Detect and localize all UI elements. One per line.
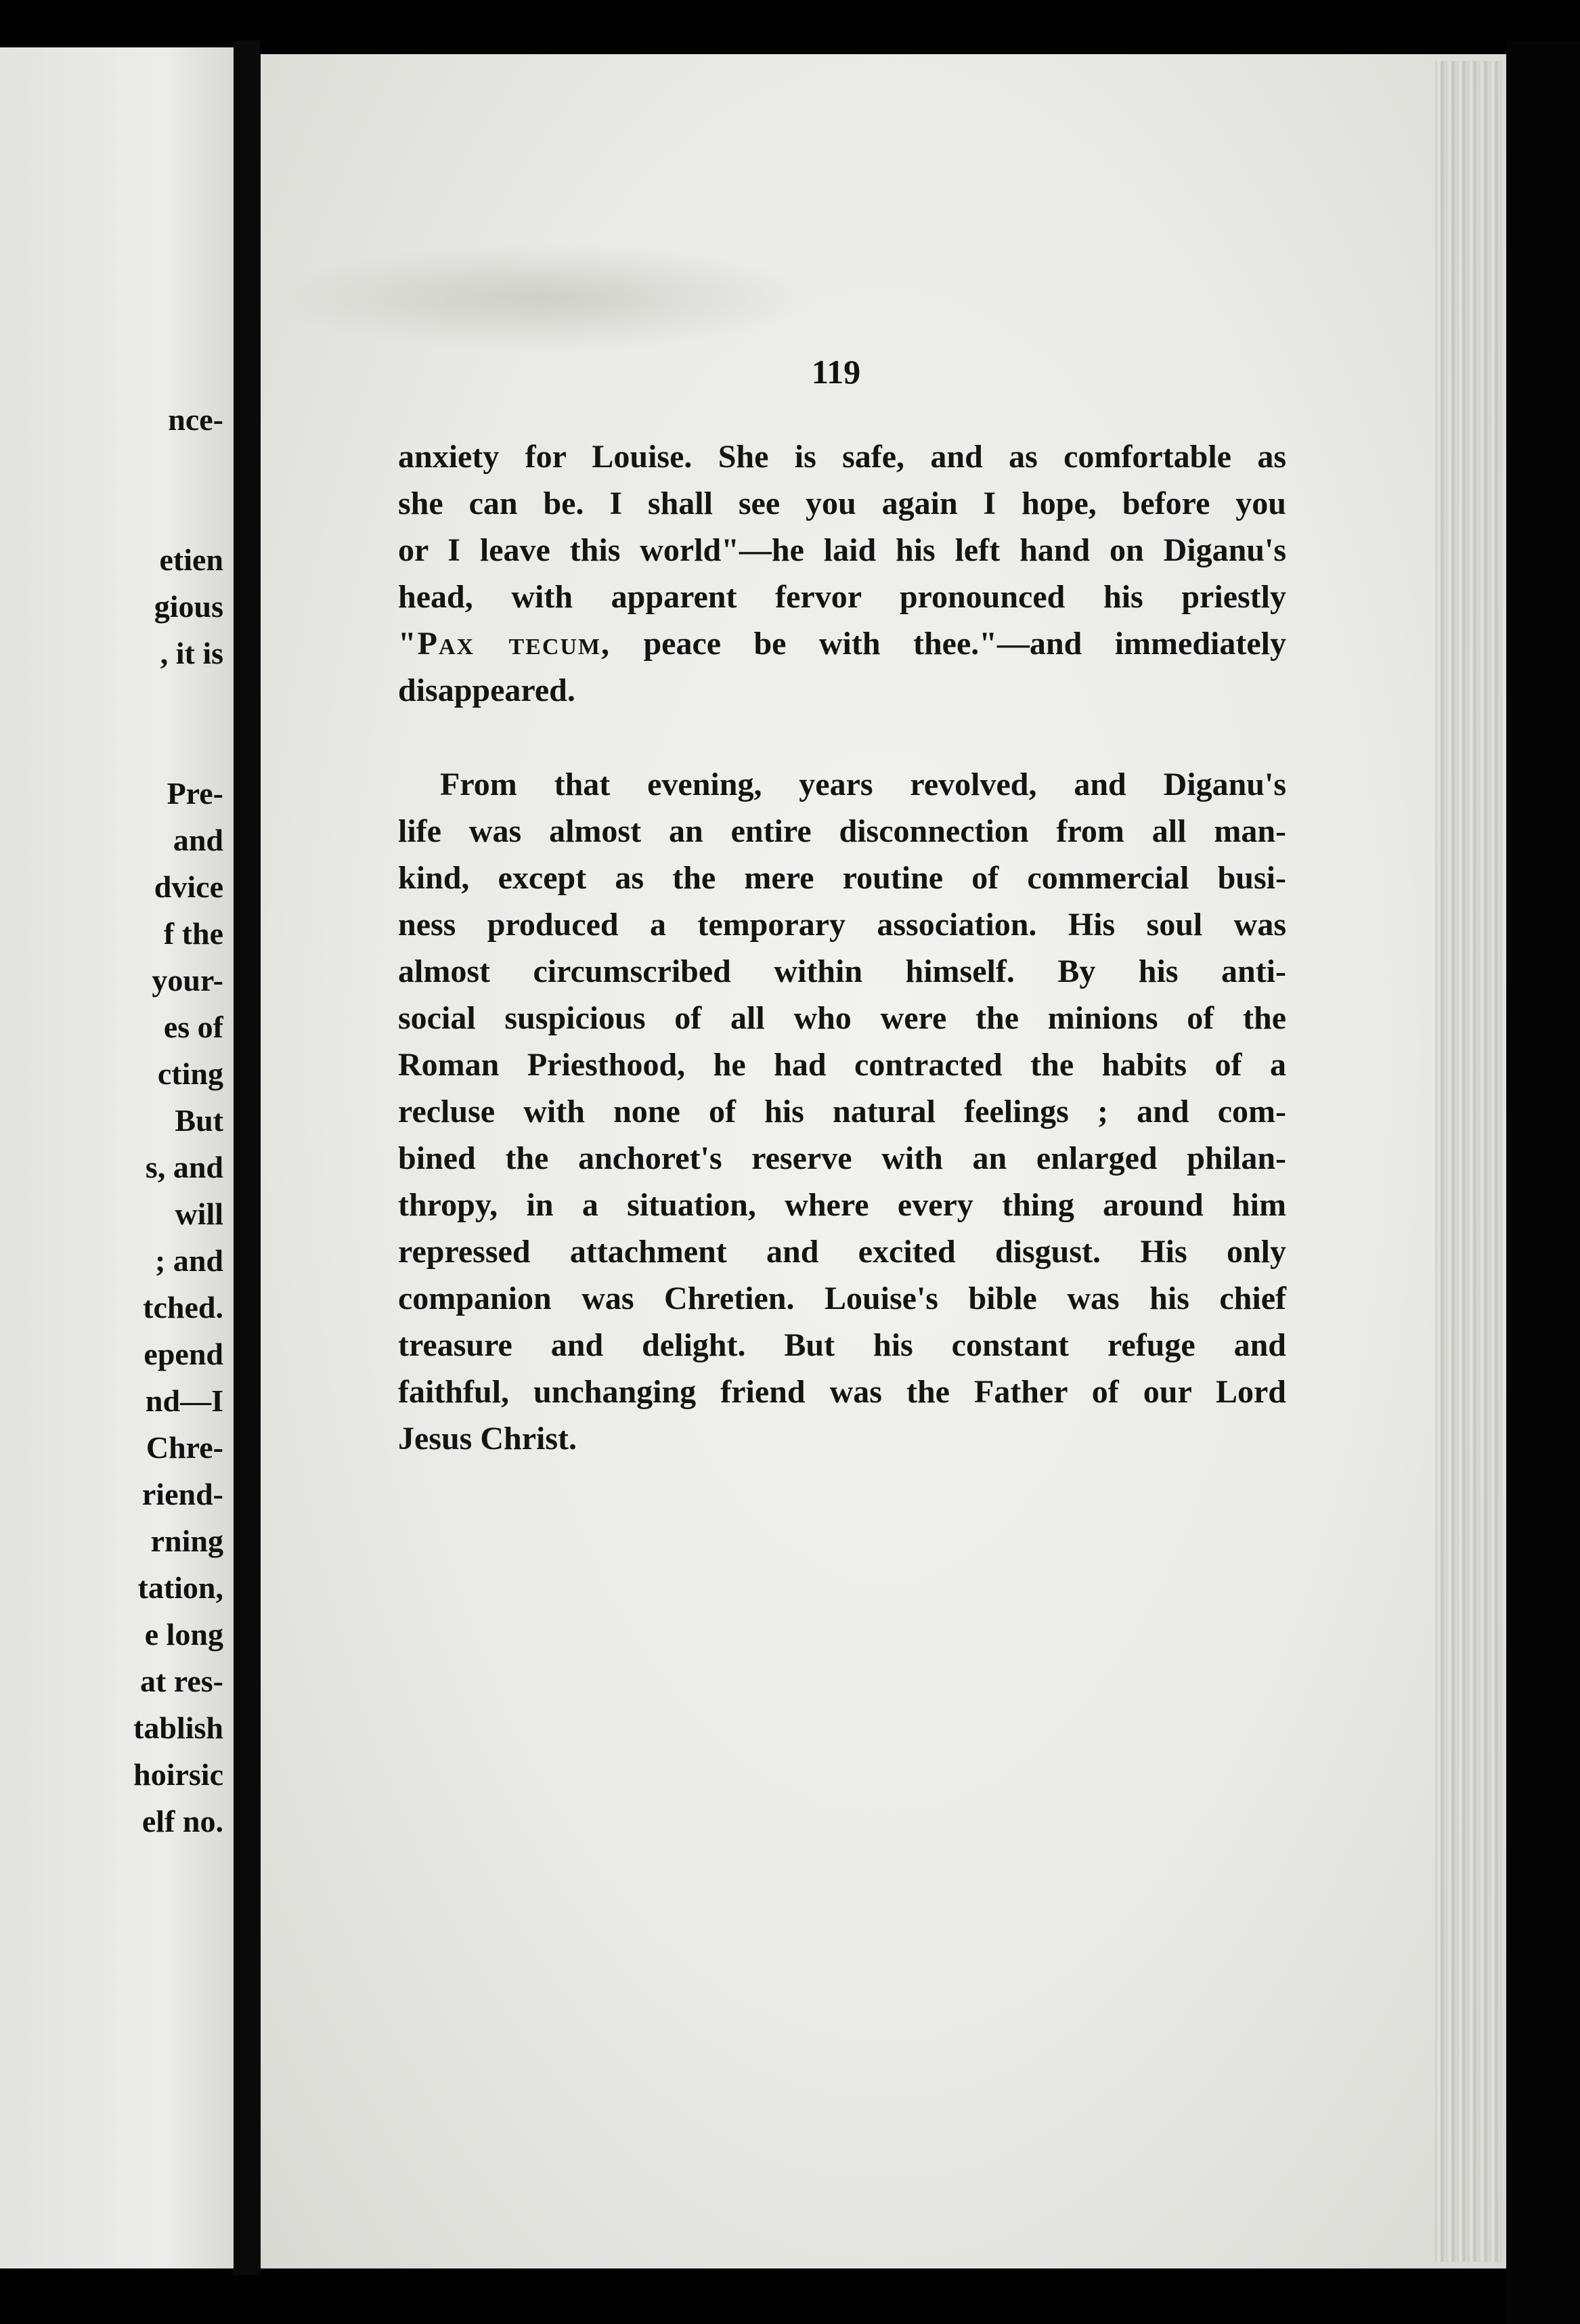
text-line: social suspicious of all who were the minions of the	[398, 1000, 1286, 1036]
text-line: disappeared.	[398, 672, 575, 708]
previous-page-line: will	[175, 1197, 223, 1231]
previous-page-line: tablish	[133, 1710, 223, 1745]
previous-page-line: tation,	[137, 1570, 223, 1605]
text-line: she can be. I shall see you again I hope, before you	[398, 486, 1286, 521]
previous-page-line: gious	[154, 589, 223, 624]
previous-page-line: at res-	[139, 1664, 223, 1698]
previous-page-line: tched.	[143, 1290, 223, 1325]
page-edges	[1435, 61, 1503, 2262]
text-line: Jesus Christ.	[398, 1421, 577, 1457]
previous-page-line: , it is	[160, 636, 223, 670]
previous-page-line: Pre-	[167, 776, 223, 811]
text-line: faithful, unchanging friend was the Father of our Lord	[398, 1374, 1286, 1410]
text-line: anxiety for Louise. She is safe, and as comfortable as	[398, 439, 1286, 475]
previous-page-line: nd—I	[145, 1383, 223, 1418]
text-line: head, with apparent fervor pronounced his priestly	[398, 579, 1286, 615]
text-line: Roman Priesthood, he had contracted the habits of a	[398, 1047, 1286, 1083]
text-line: thropy, in a situation, where every thing around him	[398, 1187, 1286, 1223]
previous-page-line	[0, 676, 223, 723]
previous-page-line: Chre-	[146, 1430, 223, 1465]
previous-page-line: hoirsic	[133, 1757, 223, 1792]
previous-page-line: But	[175, 1103, 223, 1138]
text-line: almost circumscribed within himself. By his anti-	[398, 953, 1286, 989]
text-line: life was almost an entire disconnection from all man-	[398, 813, 1286, 849]
previous-page-line	[0, 490, 223, 536]
previous-page-line: ; and	[155, 1243, 223, 1278]
previous-page-text	[0, 396, 223, 1845]
pax-tecum-phrase: "Pax tecum,	[398, 626, 611, 662]
paragraph-2	[398, 761, 1286, 1462]
previous-page-line: and	[173, 823, 223, 857]
previous-page-line: your-	[152, 963, 223, 997]
text-line: From that evening, years revolved, and Diganu's	[440, 767, 1286, 802]
previous-page-line: cting	[157, 1056, 223, 1091]
previous-page-line: dvice	[154, 869, 223, 904]
previous-page-line: s, and	[145, 1150, 223, 1184]
paragraph-1	[398, 433, 1286, 714]
text-line: treasure and delight. But his constant refuge and	[398, 1327, 1286, 1363]
book-gutter	[234, 41, 261, 2275]
text-line-rest: peace be with thee."—and immediately	[611, 626, 1286, 662]
scan-border	[1506, 41, 1580, 2324]
previous-page-line: e long	[144, 1617, 223, 1652]
paragraph-gap	[398, 714, 1286, 761]
previous-page-line: f the	[163, 916, 223, 951]
previous-page-line	[0, 443, 223, 490]
page-text	[398, 433, 1286, 1462]
text-line: kind, except as the mere routine of commercial busi-	[398, 860, 1286, 896]
page-number: 119	[811, 353, 861, 391]
text-line: or I leave this world"—he laid his left hand on Diganu's	[398, 532, 1286, 568]
previous-page-line	[0, 723, 223, 770]
previous-page-line: epend	[144, 1337, 223, 1371]
text-line: ness produced a temporary association. His soul was	[398, 907, 1286, 943]
water-stain	[271, 244, 812, 352]
previous-page-line: es of	[163, 1010, 223, 1044]
previous-page-line: etien	[159, 542, 223, 577]
text-line: companion was Chretien. Louise's bible was his chief	[398, 1281, 1286, 1316]
previous-page-line: elf no.	[141, 1804, 223, 1838]
text-line: repressed attachment and excited disgust. His only	[398, 1234, 1286, 1270]
text-line: bined the anchoret's reserve with an enlarged philan-	[398, 1140, 1286, 1176]
text-line	[398, 620, 1286, 667]
previous-page-line: rning	[150, 1524, 223, 1558]
previous-page-line: riend-	[141, 1477, 223, 1511]
previous-page-line: nce-	[168, 402, 223, 437]
text-line: recluse with none of his natural feelings ; and com-	[398, 1094, 1286, 1129]
